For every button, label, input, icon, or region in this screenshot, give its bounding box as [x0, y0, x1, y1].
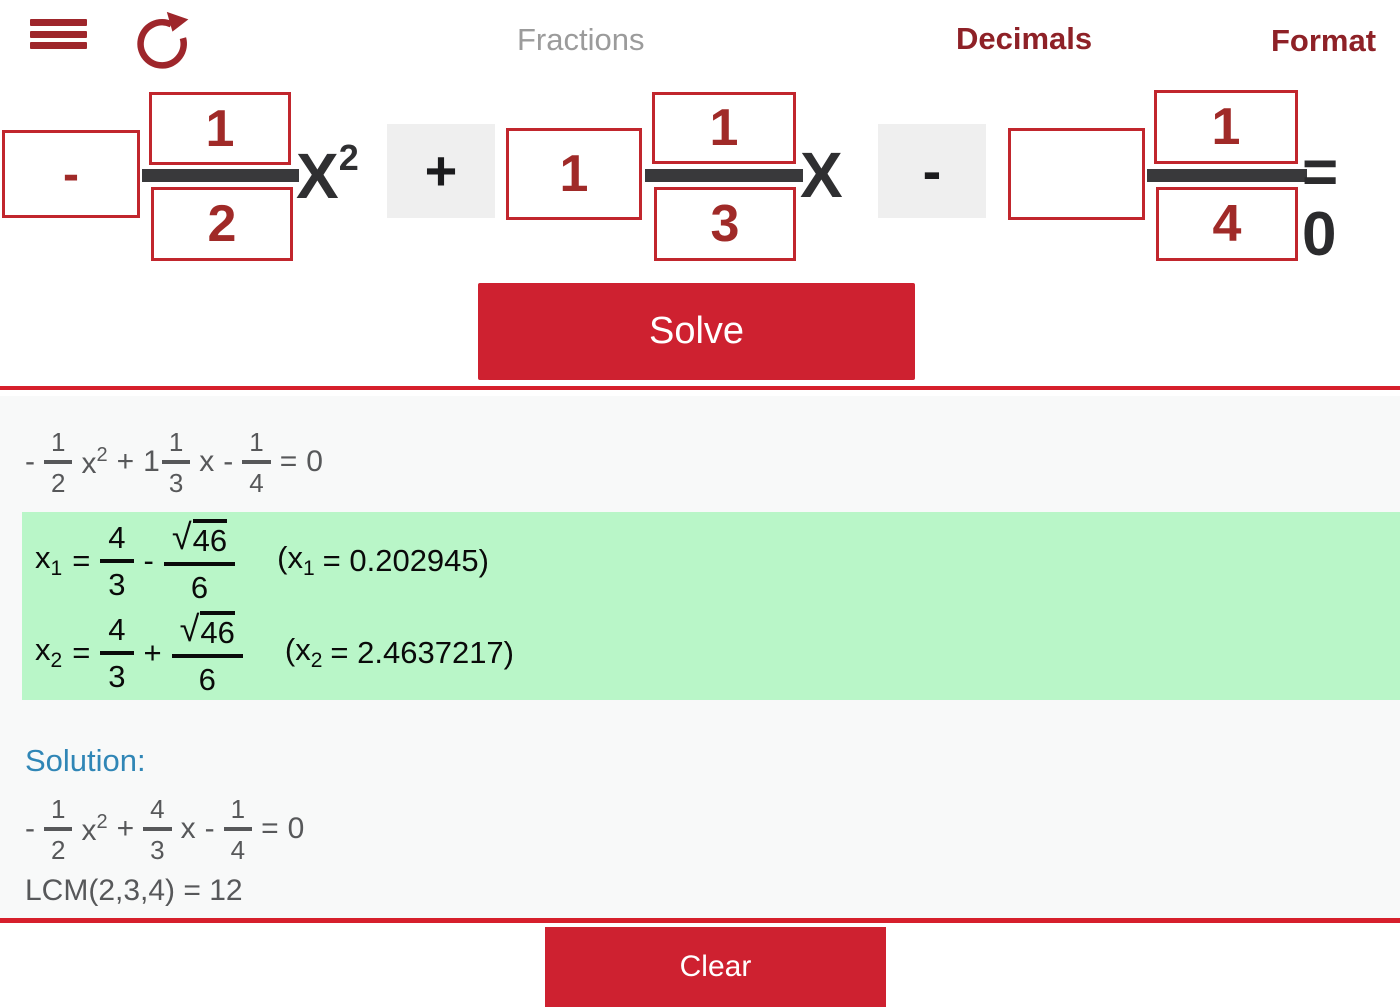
tab-format[interactable]: Format	[1271, 23, 1377, 58]
root-1-frac: $\frac{4}{3}$	[100, 520, 133, 600]
root-2-var: $x_2$	[35, 631, 63, 672]
x-squared-label: $X^2$	[296, 137, 359, 212]
frac3-denominator-input[interactable]: 4	[1156, 187, 1298, 261]
sol-minus-2: -	[204, 812, 215, 845]
root-1-approx: ($x_1$ = 0.202945)	[277, 539, 489, 580]
sqrt-icon: √	[179, 608, 200, 649]
sol-frac-1-4: $\frac{1}{4}$	[224, 796, 252, 863]
root-2-equals: =	[72, 634, 91, 670]
tab-fractions[interactable]: Fractions	[517, 22, 645, 57]
clear-button[interactable]: Clear	[545, 927, 886, 1007]
echo-equation	[25, 416, 332, 508]
root-1-equals: =	[72, 542, 91, 578]
echo-x: x	[199, 445, 215, 478]
frac1-bar	[142, 169, 299, 182]
sqrt-icon: √	[171, 516, 192, 557]
minus-button[interactable]: -	[878, 124, 986, 218]
menu-icon	[30, 42, 87, 49]
echo-frac-1-4: $\frac{1}{4}$	[242, 429, 270, 496]
echo-plus: +	[116, 445, 135, 478]
roots-highlight	[22, 512, 1400, 700]
constant-input[interactable]	[1008, 128, 1145, 220]
sol-equals: =	[261, 812, 279, 845]
lcm-line: LCM(2,3,4) = 12	[25, 874, 243, 907]
echo-x-squared: $x^2$	[81, 444, 108, 480]
root-1-sqrt-frac: √ 46 6	[164, 517, 235, 603]
top-divider	[0, 386, 1400, 390]
x-label: X	[800, 139, 843, 211]
frac3-numerator-input[interactable]: 1	[1154, 90, 1298, 164]
root-2-frac: $\frac{4}{3}$	[100, 612, 133, 692]
menu-icon	[30, 19, 87, 26]
solve-button[interactable]: Solve	[478, 283, 915, 380]
sol-x: x	[180, 812, 196, 845]
root-1-row	[35, 514, 1400, 606]
root-1-var: $x_1$	[35, 539, 63, 580]
bottom-divider	[0, 918, 1400, 923]
root-2-row	[35, 606, 1400, 698]
tab-decimals[interactable]: Decimals	[956, 21, 1093, 56]
sol-frac-4-3: $\frac{4}{3}$	[143, 796, 171, 863]
frac2-bar	[645, 169, 803, 182]
solution-equation	[25, 784, 313, 874]
root-2-operator: +	[143, 634, 162, 670]
root-2-sqrt-frac: √ 46 6	[172, 609, 243, 695]
frac2-numerator-input[interactable]: 1	[652, 92, 796, 164]
menu-icon	[30, 31, 87, 38]
sol-plus: +	[116, 812, 135, 845]
equals-zero-label: = 0	[1302, 138, 1345, 269]
frac1-denominator-input[interactable]: 2	[151, 187, 293, 261]
frac3-bar	[1147, 169, 1307, 182]
echo-minus-2: -	[223, 445, 234, 478]
solution-heading: Solution:	[25, 743, 146, 778]
undo-button[interactable]	[134, 10, 194, 70]
root-2-approx: ($x_2$ = 2.4637217)	[284, 631, 514, 672]
sign-input[interactable]: -	[2, 130, 140, 218]
echo-frac-1-2: 1 2	[44, 429, 72, 496]
sol-rhs: 0	[287, 812, 305, 845]
whole-number-input[interactable]: 1	[506, 128, 642, 220]
frac1-numerator-input[interactable]: 1	[149, 92, 291, 165]
echo-whole: 1	[143, 445, 160, 478]
plus-button[interactable]: +	[387, 124, 495, 218]
frac2-denominator-input[interactable]: 3	[654, 187, 796, 261]
undo-icon	[134, 10, 194, 70]
sol-minus: -	[25, 812, 35, 845]
root-1-operator: -	[143, 542, 154, 578]
echo-equals: =	[279, 445, 298, 478]
sol-x-squared: $x^2$	[81, 811, 108, 847]
echo-minus: -	[25, 445, 35, 478]
menu-button[interactable]	[30, 19, 87, 49]
echo-rhs: 0	[306, 445, 323, 478]
sol-frac-1-2: 1 2	[44, 796, 72, 863]
echo-frac-1-3: 1 3	[162, 429, 190, 496]
